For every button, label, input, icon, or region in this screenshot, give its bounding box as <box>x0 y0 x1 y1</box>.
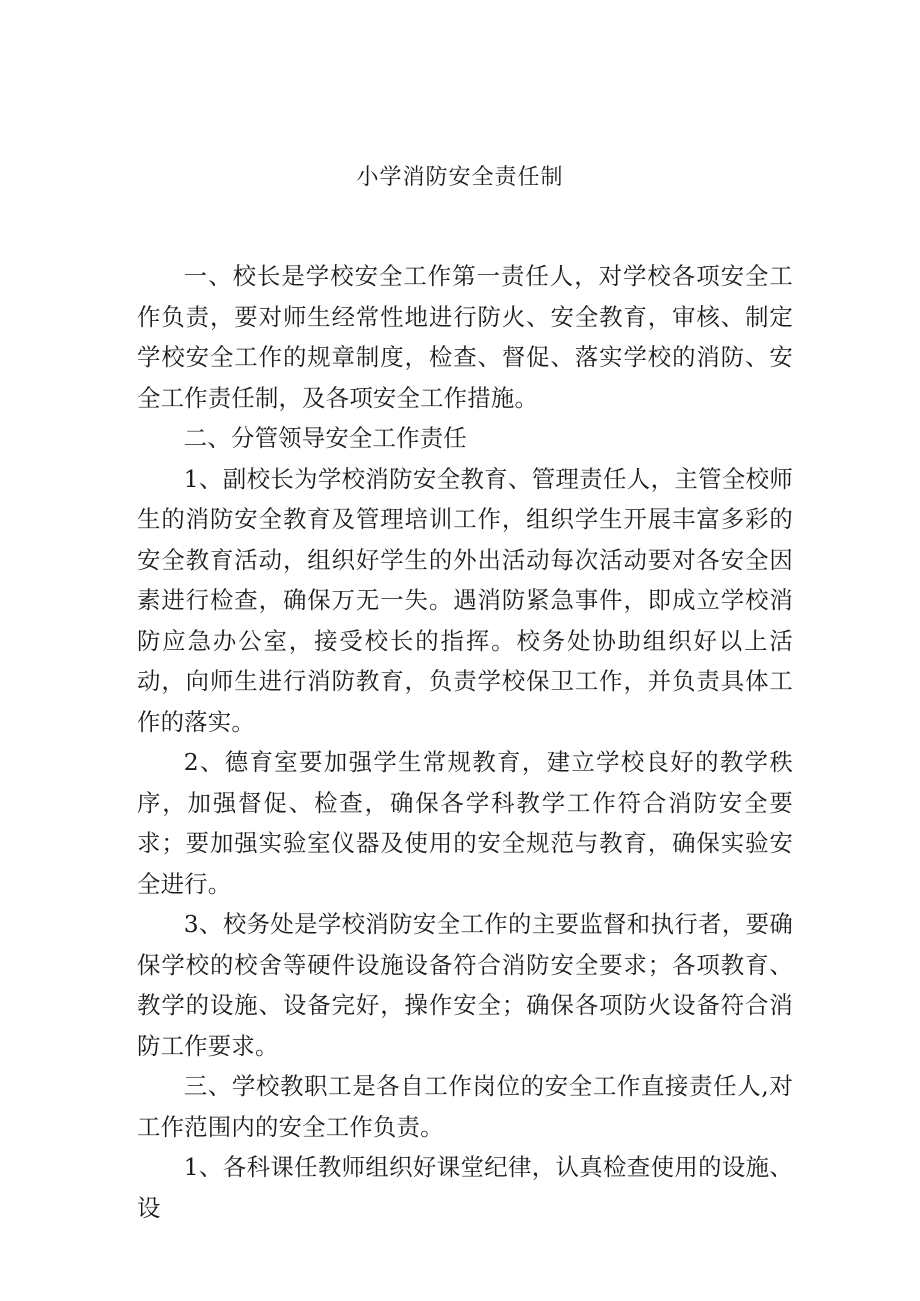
paragraph-subject-teachers: 1、各科课任教师组织好课堂纪律，认真检查使用的设施、设 <box>137 1153 793 1222</box>
paragraph-school-affairs-office: 3、校务处是学校消防安全工作的主要监督和执行者，要确保学校的校舍等硬件设施设备符合消防安全要求；各项教育、教学的设施、设备完好，操作安全；确保各项防火设备符合消防工作要求。 <box>137 910 793 1060</box>
document-body <box>137 256 793 1228</box>
paragraph-section-three-staff: 三、学校教职工是各自工作岗位的安全工作直接责任人,对工作范围内的安全工作负责。 <box>137 1072 793 1141</box>
paragraph-section-two-heading: 二、分管领导安全工作责任 <box>183 424 467 452</box>
paragraph-principal-responsibility: 一、校长是学校安全工作第一责任人，对学校各项安全工作负责，要对师生经常性地进行防火、安全教育，审核、制定学校安全工作的规章制度，检查、督促、落实学校的消防、安全工作责任制，及各项安全工作措施。 <box>137 262 793 412</box>
paragraph-moral-education-office: 2、德育室要加强学生常规教育，建立学校良好的教学秩序，加强督促、检查，确保各学科教学工作符合消防安全要求；要加强实验室仪器及使用的安全规范与教育，确保实验安全进行。 <box>137 748 793 898</box>
paragraph-vice-principal: 1、副校长为学校消防安全教育、管理责任人，主管全校师生的消防安全教育及管理培训工作，组织学生开展丰富多彩的安全教育活动，组织好学生的外出活动每次活动要对各安全因素进行检查，确保万无一失。遇消防紧急事件，即成立学校消防应急办公室，接受校长的指挥。校务处协助组织好以上活动，向师生进行消防教育，负责学校保卫工作，并负责具体工作的落实。 <box>137 464 793 736</box>
document-title: 小学消防安全责任制 <box>356 165 564 190</box>
